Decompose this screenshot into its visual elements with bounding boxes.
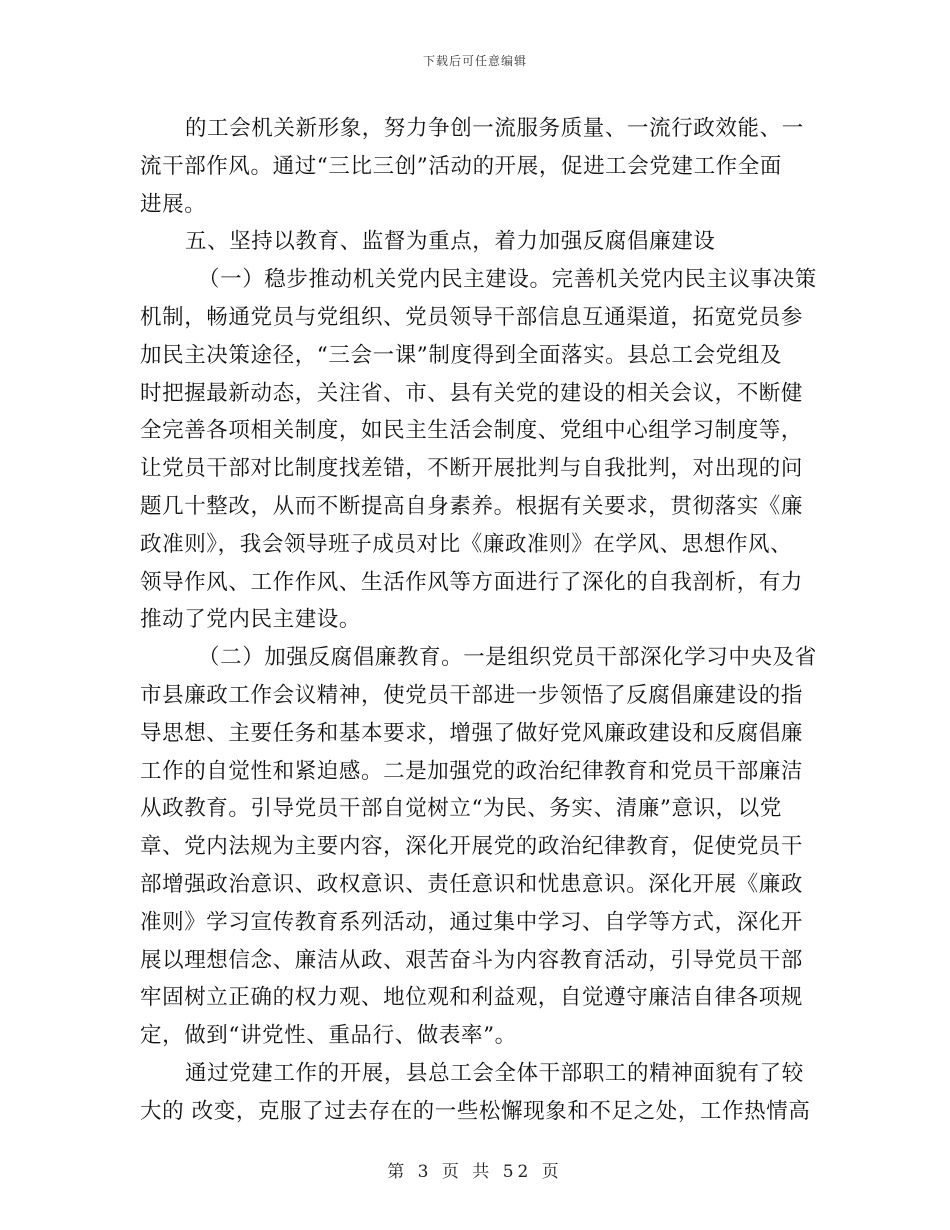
page-header: 下载后可任意编辑 xyxy=(422,54,527,68)
text-line: 全完善各项相关制度，如民主生活会制度、党组中心组学习制度等， xyxy=(140,418,804,444)
text-line: 政准则》，我会领导班子成员对比《廉政准则》在学风、思想作风、 xyxy=(140,531,793,557)
text-line: 展以理想信念、廉洁从政、艰苦奋斗为内容教育活动，引导党员干部 xyxy=(140,947,804,973)
text-line: 让党员干部对比制度找差错，不断开展批判与自我批判，对出现的问 xyxy=(140,456,804,482)
text-line: 的工会机关新形象，努力争创一流服务质量、一流行政效能、一 xyxy=(185,116,804,141)
text-line: 导思想、主要任务和基本要求，增强了做好党风廉政建设和反腐倡廉 xyxy=(140,720,804,746)
text-line: 机制，畅通党员与党组织、党员领导干部信息互通渠道，拓宽党员参 xyxy=(140,304,804,330)
page-number: 第 3 页 共 52 页 xyxy=(387,1162,563,1182)
text-line: 定，做到“讲党性、重品行、做表率”。 xyxy=(140,1023,517,1049)
text-line: 牢固树立正确的权力观、地位观和利益观，自觉遵守廉洁自律各项规 xyxy=(140,985,804,1011)
text-line: 准则》学习宣传教育系列活动，通过集中学习、自学等方式，深化开 xyxy=(140,909,804,935)
text-line: （二）加强反腐倡廉教育。一是组织党员干部深化学习中央及省 xyxy=(198,645,817,671)
body-text xyxy=(140,110,817,1131)
text-line: 加民主决策途径，“三会一课”制度得到全面落实。县总工会党组及 xyxy=(140,342,782,368)
text-line: 流干部作风。通过“三比三创”活动的开展，促进工会党建工作全面 xyxy=(140,153,782,179)
section-heading: 五、坚持以教育、监督为重点，着力加强反腐倡廉建设 xyxy=(185,229,716,255)
text-line: 领导作风、工作作风、生活作风等方面进行了深化的自我剖析，有力 xyxy=(140,569,804,595)
text-line: 题几十整改，从而不断提高自身素养。根据有关要求，贯彻落实《廉 xyxy=(140,493,804,519)
text-line: 通过党建工作的开展，县总工会全体干部职工的精神面貌有了较 xyxy=(185,1060,804,1086)
text-line: 部增强政治意识、政权意识、责任意识和忧患意识。深化开展《廉政 xyxy=(140,871,804,897)
text-line: 章、党内法规为主要内容，深化开展党的政治纪律教育，促使党员干 xyxy=(140,834,804,860)
text-line: 进展。 xyxy=(140,191,207,217)
text-line: 从政教育。引导党员干部自觉树立“为民、务实、清廉”意识，以党 xyxy=(140,796,782,822)
text-line: 市县廉政工作会议精神，使党员干部进一步领悟了反腐倡廉建设的指 xyxy=(140,682,804,708)
text-line: 大的 改变，克服了过去存在的一些松懈现象和不足之处，工作热情高 xyxy=(140,1098,811,1124)
text-line: （一）稳步推动机关党内民主建设。完善机关党内民主议事决策 xyxy=(198,267,817,293)
text-line: 推动了党内民主建设。 xyxy=(140,607,362,633)
text-line: 时把握最新动态，关注省、市、县有关党的建设的相关会议，不断健 xyxy=(140,380,804,406)
text-line: 工作的自觉性和紧迫感。二是加强党的政治纪律教育和党员干部廉洁 xyxy=(140,758,804,784)
